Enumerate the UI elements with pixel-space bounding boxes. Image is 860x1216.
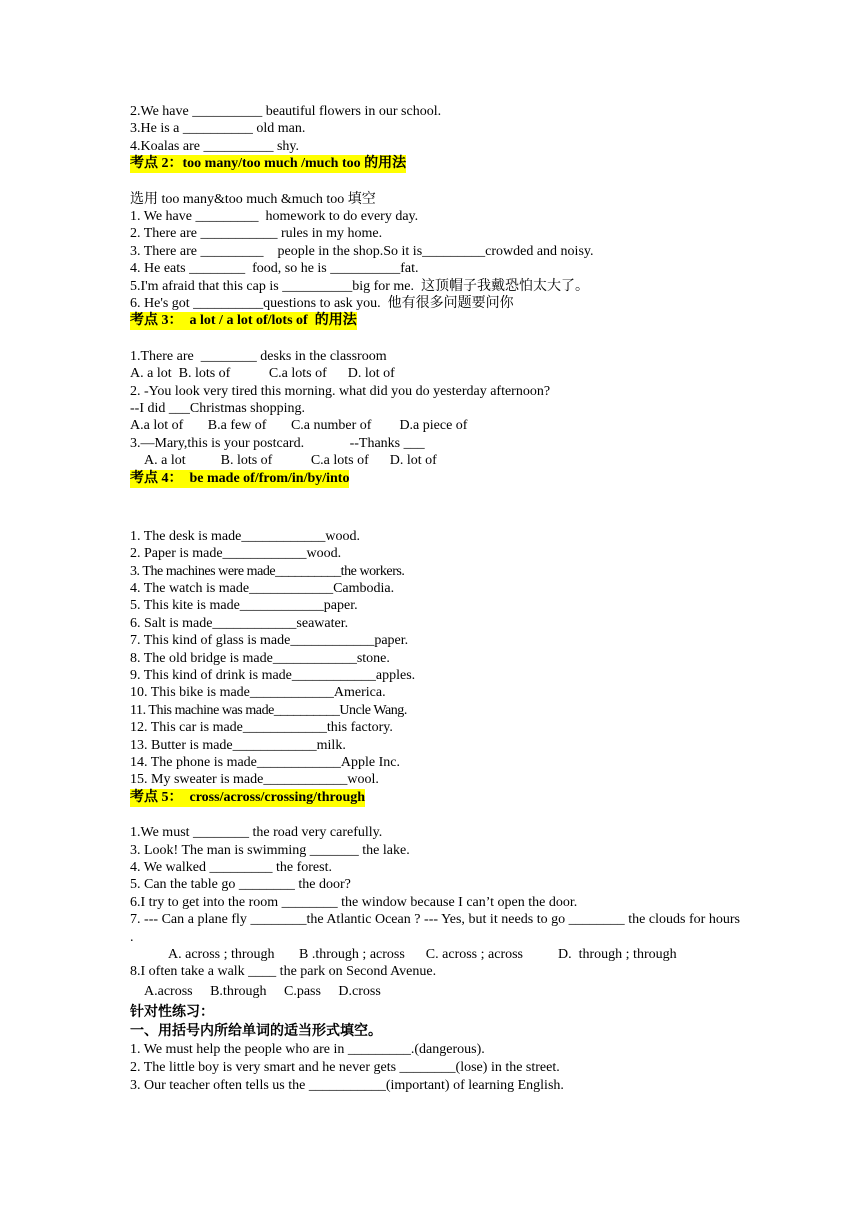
question-line: 4. We walked _________ the forest. [130,859,332,875]
document-page [130,103,740,1095]
question-line: 2. The little boy is very smart and he never gets ________(lose) in the street. [130,1059,560,1075]
question-line: 7. --- Can a plane fly ________the Atlantic Ocean ? --- Yes, but it needs to go ________ the clouds for hours . [130,912,740,945]
question-line: 4.Koalas are __________ shy. [130,138,300,154]
question-line: 2. There are ___________ rules in my home. [130,226,383,242]
section-heading: 考点 3： a lot / a lot of/lots of 的用法 [130,313,357,329]
section-5 [130,789,740,1003]
question-line: 1. We have _________ homework to do every day. [130,209,419,225]
question-line: 4. He eats ________ food, so he is __________fat. [130,261,419,277]
part1-list [130,103,740,155]
section-heading: 考点 2：too many/too much /much too 的用法 [130,156,407,172]
question-line: 1.We must ________ the road very carefully. [130,825,383,841]
section-3 [130,312,740,469]
question-line: 3. There are _________ people in the shop.So it is_________crowded and noisy. [130,243,594,259]
options-line: A.a lot of B.a few of C.a number of D.a piece of [130,418,468,434]
section-heading: 考点 4： be made of/from/in/by/into [130,470,350,486]
question-line: 1. We must help the people who are in _________.(dangerous). [130,1041,485,1057]
question-line: 5. This kite is made____________paper. [130,598,358,614]
question-line: 7. This kind of glass is made____________paper. [130,633,409,649]
practice-title: 针对性练习： [130,1004,214,1020]
question-line: 6. He's got __________questions to ask you. 他有很多问题要问你 [130,296,514,312]
question-line: 5.I'm afraid that this cap is __________big for me. 这顶帽子我戴恐怕太大了。 [130,278,590,294]
question-line: 3. Our teacher often tells us the ___________(important) of learning English. [130,1077,564,1093]
options-line: A. a lot B. lots of C.a lots of D. lot of [130,366,395,382]
practice-section [130,1003,740,1095]
question-line: 3. Look! The man is swimming _______ the lake. [130,842,410,858]
options-line: A. across ; through B .through ; across C. across ; across D. through ; through [168,947,677,963]
question-line: --I did ___Christmas shopping. [130,401,305,417]
section-heading: 考点 5： cross/across/crossing/through [130,789,366,805]
question-line: 6. Salt is made____________seawater. [130,615,349,631]
options-line: A. a lot B. lots of C.a lots of D. lot of [144,453,437,469]
question-line: 2.We have __________ beautiful flowers in our school. [130,104,442,119]
section-instruction: 选用 too many&too much &much too 填空 [130,191,376,207]
practice-subtitle: 一、用括号内所给单词的适当形式填空。 [130,1023,382,1039]
question-line: 1. The desk is made____________wood. [130,528,360,544]
question-line: 3. The machines were made__________the workers. [130,563,405,579]
question-line: 6.I try to get into the room ________ the window because I can’t open the door. [130,894,578,910]
question-line: 1.There are ________ desks in the classroom [130,348,387,364]
question-line: 9. This kind of drink is made____________apples. [130,667,416,683]
section-4 [130,470,740,789]
options-line: A.across B.through C.pass D.cross [144,983,381,999]
question-line: 14. The phone is made____________Apple Inc. [130,754,400,770]
question-line: 2. -You look very tired this morning. what did you do yesterday afternoon? [130,383,551,399]
question-line: 11. This machine was made__________Uncle Wang. [130,702,407,718]
question-line: 13. Butter is made____________milk. [130,737,346,753]
question-line: 8. The old bridge is made____________stone. [130,650,390,666]
section-2 [130,155,740,312]
question-line: 5. Can the table go ________ the door? [130,877,351,893]
question-line: 8.I often take a walk ____ the park on Second Avenue. [130,964,437,980]
question-line: 3.—Mary,this is your postcard. --Thanks ___ [130,435,425,451]
question-line: 2. Paper is made____________wood. [130,546,342,562]
question-line: 15. My sweater is made____________wool. [130,772,379,788]
question-line: 3.He is a __________ old man. [130,121,306,137]
question-line: 12. This car is made____________this factory. [130,720,393,736]
question-line: 10. This bike is made____________America. [130,685,386,701]
question-line: 4. The watch is made____________Cambodia. [130,580,395,596]
